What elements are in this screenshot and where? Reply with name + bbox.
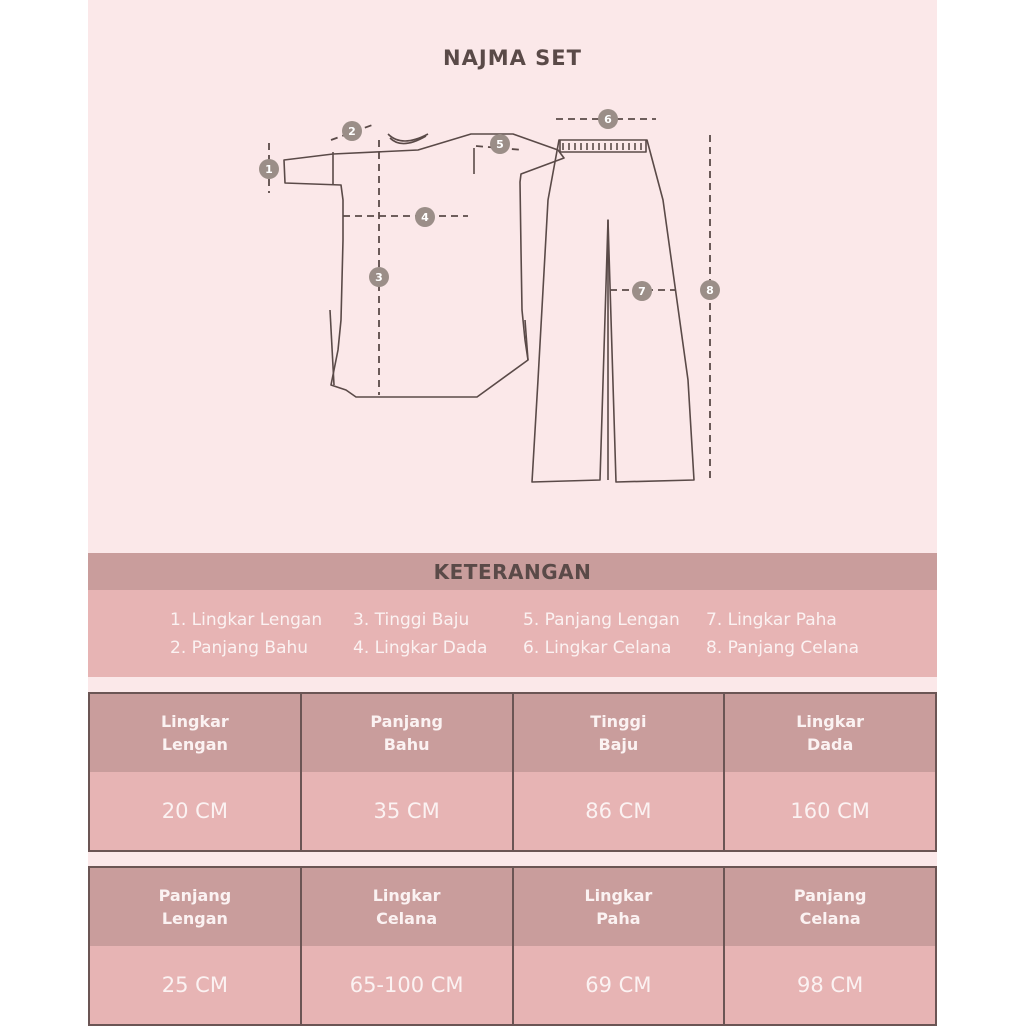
legend-item-7: 7. Lingkar Paha (706, 610, 837, 630)
svg-text:7: 7 (638, 285, 646, 298)
size-col-lingkar-dada (725, 694, 935, 850)
size-col-value: 20 CM (90, 772, 300, 850)
svg-text:4: 4 (421, 211, 429, 224)
size-col-lingkar-celana (302, 868, 514, 1024)
size-col-panjang-celana (725, 868, 935, 1024)
size-col-value: 86 CM (514, 772, 724, 850)
size-col-panjang-lengan (90, 868, 302, 1024)
legend-body (88, 590, 937, 677)
size-col-label: Panjang Lengan (90, 868, 300, 946)
legend-item-6: 6. Lingkar Celana (523, 638, 672, 658)
size-col-label: Lingkar Celana (302, 868, 512, 946)
size-col-label: Panjang Bahu (302, 694, 512, 772)
svg-text:3: 3 (375, 271, 383, 284)
size-col-panjang-bahu (302, 694, 514, 850)
legend-item-4: 4. Lingkar Dada (353, 638, 488, 658)
legend-item-2: 2. Panjang Bahu (170, 638, 309, 658)
marker-2 (342, 121, 362, 141)
shirt-outline (284, 134, 564, 397)
marker-3 (369, 267, 389, 287)
legend-item-5: 5. Panjang Lengan (523, 610, 680, 630)
size-col-value: 25 CM (90, 946, 300, 1024)
garment-diagram (88, 0, 937, 540)
legend-header: KETERANGAN (88, 553, 937, 590)
svg-text:1: 1 (265, 163, 273, 176)
page-title: NAJMA SET (443, 46, 582, 70)
legend-item-1: 1. Lingkar Lengan (170, 610, 323, 630)
size-col-value: 160 CM (725, 772, 935, 850)
size-col-lingkar-lengan (90, 694, 302, 850)
pants-outline (532, 140, 694, 482)
size-col-value: 69 CM (514, 946, 724, 1024)
marker-1 (259, 159, 279, 179)
size-col-value: 98 CM (725, 946, 935, 1024)
size-col-label: Lingkar Lengan (90, 694, 300, 772)
size-col-value: 35 CM (302, 772, 512, 850)
marker-6 (598, 109, 618, 129)
marker-7 (632, 281, 652, 301)
size-col-label: Lingkar Paha (514, 868, 724, 946)
size-col-lingkar-paha (514, 868, 726, 1024)
svg-text:8: 8 (706, 284, 714, 297)
svg-text:6: 6 (604, 113, 612, 126)
svg-text:5: 5 (496, 138, 504, 151)
size-table-bottom (88, 866, 937, 1026)
legend-item-3: 3. Tinggi Baju (353, 610, 470, 630)
marker-5 (490, 134, 510, 154)
size-col-tinggi-baju (514, 694, 726, 850)
svg-text:2: 2 (348, 125, 356, 138)
size-col-value: 65-100 CM (302, 946, 512, 1024)
marker-4 (415, 207, 435, 227)
size-col-label: Panjang Celana (725, 868, 935, 946)
size-table-top (88, 692, 937, 852)
legend-item-8: 8. Panjang Celana (706, 638, 860, 658)
size-col-label: Tinggi Baju (514, 694, 724, 772)
size-chart-panel (88, 0, 937, 1024)
size-col-label: Lingkar Dada (725, 694, 935, 772)
marker-8 (700, 280, 720, 300)
